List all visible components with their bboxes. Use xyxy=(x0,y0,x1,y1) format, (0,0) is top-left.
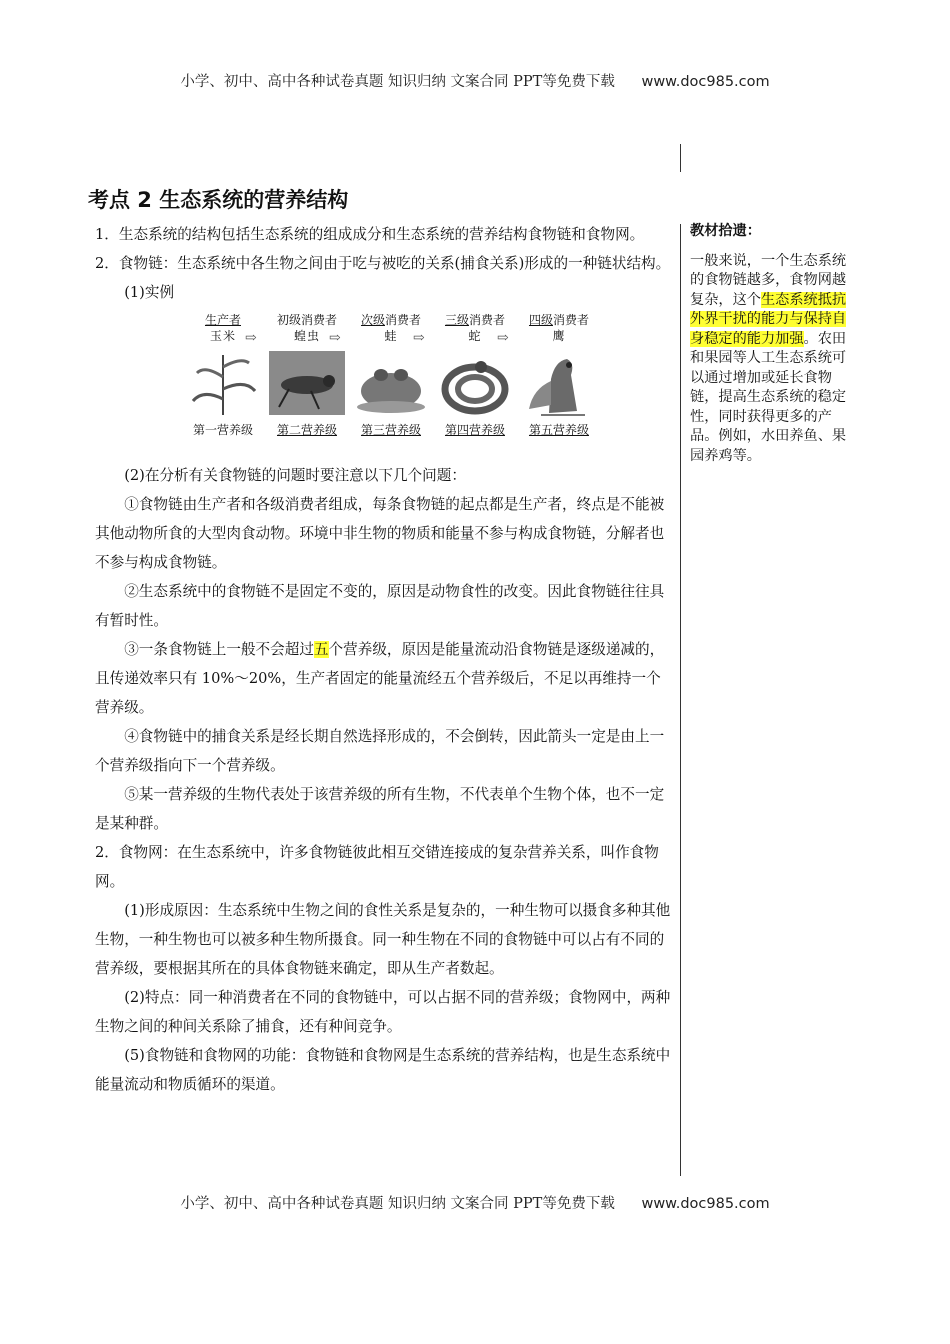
paragraph: 1．生态系统的结构包括生态系统的组成成分和生态系统的营养结构食物链和食物网。 xyxy=(95,226,645,243)
main-content xyxy=(95,220,673,1099)
header-text: 小学、初中、高中各种试卷真题 知识归纳 文案合同 PPT等免费下载 xyxy=(180,74,615,90)
stage-organism: 蛙 xyxy=(384,329,398,343)
chain-arrow: ⇨ xyxy=(329,330,341,346)
highlight: 生态系统抵抗外界干扰的能力与保持自身稳定的能力加强 xyxy=(690,291,847,347)
stage-organism: 蝗虫 xyxy=(293,329,320,343)
stage-organism: 蛇 xyxy=(468,329,482,343)
footer-text: 小学、初中、高中各种试卷真题 知识归纳 文案合同 PPT等免费下载 xyxy=(180,1196,615,1212)
header-site[interactable]: www.doc985.com xyxy=(641,74,770,90)
stage-role: 三级消费者 xyxy=(444,313,506,327)
snake-image xyxy=(435,349,515,417)
paragraph: ②生态系统中的食物链不是固定不变的，原因是动物食性的改变。因此食物链往往具有暂时性。 xyxy=(95,583,665,629)
paragraph: (1)实例 xyxy=(124,284,175,301)
trophic-level-label: 第五营养级 xyxy=(528,423,589,437)
chain-stage xyxy=(519,313,599,343)
section-title: 考点 2 生态系统的营养结构 xyxy=(88,188,349,212)
paragraph: ④食物链中的捕食关系是经长期自然选择形成的，不会倒转，因此箭头一定是由上一个营养级指向下一个营养级。 xyxy=(95,728,665,774)
food-chain-figure xyxy=(183,313,603,451)
stage-role: 四级消费者 xyxy=(528,313,590,327)
stage-organism: 鹰 xyxy=(552,329,566,343)
locust-image xyxy=(267,349,347,417)
paragraph: ⑤某一营养级的生物代表处于该营养级的所有生物，不代表单个生物个体，也不一定是某种群。 xyxy=(95,786,665,832)
chain-arrow: ⇨ xyxy=(497,330,509,346)
stage-organism: 玉米 xyxy=(209,329,236,343)
paragraph: (5)食物链和食物网的功能：食物链和食物网是生态系统的营养结构，也是生态系统中能量流动和物质循环的渠道。 xyxy=(95,1047,671,1093)
highlight: 五 xyxy=(313,641,329,658)
paragraph: ③一条食物链上一般不会超过五个营养级，原因是能量流动沿食物链是逐级递减的，且传递效率只有 10%～20%，生产者固定的能量流经五个营养级后，不足以再维持一个营养级。 xyxy=(95,641,665,716)
page-footer xyxy=(0,1192,950,1213)
trophic-level-label: 第一营养级 xyxy=(192,423,253,437)
trophic-level-label: 第四营养级 xyxy=(444,423,505,437)
stage-role: 初级消费者 xyxy=(276,313,337,327)
frog-image xyxy=(351,349,431,417)
sidebar-title: 教材拾遗： xyxy=(690,223,761,239)
paragraph: 2．食物网：在生态系统中，许多食物链彼此相互交错连接成的复杂营养关系，叫作食物网。 xyxy=(95,844,659,890)
paragraph: ①食物链由生产者和各级消费者组成，每条食物链的起点都是生产者，终点是不能被其他动物所食的大型肉食动物。环境中非生物的物质和能量不参与构成食物链，分解者也不参与构成食物链。 xyxy=(95,496,665,571)
trophic-level-label: 第二营养级 xyxy=(276,423,337,437)
sidebar-text: 一般来说，一个生态系统的食物链越多，食物网越复杂，这个生态系统抵抗外界干扰的能力与保持自身稳定的能力加强。农田和果园等人工生态系统可以通过增加或延长食物链，提高生态系统的稳定性，同时获得更多的产品。例如，水田养鱼、果园养鸡等。 xyxy=(690,252,847,464)
paragraph: (2)特点：同一种消费者在不同的食物链中，可以占据不同的营养级；食物网中，两种生物之间的种间关系除了捕食，还有种间竞争。 xyxy=(95,989,671,1035)
chain-arrow: ⇨ xyxy=(413,330,425,346)
paragraph: (1)形成原因：生态系统中生物之间的食性关系是复杂的，一种生物可以摄食多种其他生物，一种生物也可以被多种生物所摄食。同一种生物在不同的食物链中可以占有不同的营养级，要根据其所在的具体食物链来确定，即从生产者数起。 xyxy=(95,902,671,977)
column-divider xyxy=(680,224,681,1176)
stage-role: 生产者 xyxy=(204,313,241,327)
corn-plant-image xyxy=(183,349,263,417)
sidebar-note xyxy=(690,222,858,466)
eagle-image xyxy=(519,349,599,417)
column-divider-top xyxy=(680,144,681,172)
paragraph: (2)在分析有关食物链的问题时要注意以下几个问题： xyxy=(124,467,466,484)
stage-role: 次级消费者 xyxy=(360,313,422,327)
footer-site[interactable]: www.doc985.com xyxy=(641,1196,770,1212)
chain-arrow: ⇨ xyxy=(245,330,257,346)
trophic-level-label: 第三营养级 xyxy=(360,423,421,437)
page-header xyxy=(0,70,950,91)
paragraph: 2．食物链：生态系统中各生物之间由于吃与被吃的关系(捕食关系)形成的一种链状结构。 xyxy=(95,255,671,272)
